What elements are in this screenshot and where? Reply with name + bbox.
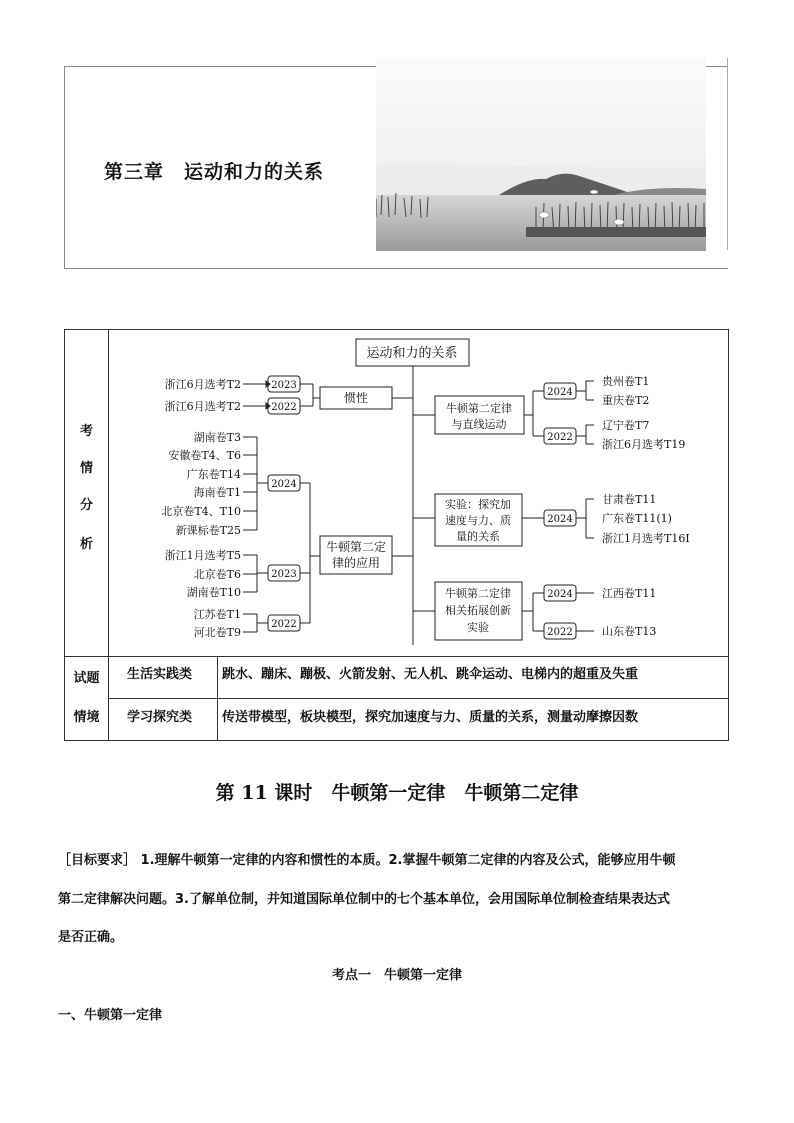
chapter-title: 第三章 运动和力的关系: [104, 161, 325, 183]
year-tag: 2023: [271, 569, 297, 580]
side-label-char: 析: [79, 537, 93, 552]
year-tag: 2024: [547, 387, 573, 398]
objectives-line: ［目标要求］ 1.理解牛顿第一定律的内容和惯性的本质。2.掌握牛顿第二定律的内容及公式，能够应用牛顿: [58, 853, 676, 868]
source-item: 浙江1月选考T5: [164, 549, 241, 562]
year-tag: 2024: [547, 589, 573, 600]
source-item: 北京卷T6: [193, 568, 241, 581]
context-label: 情境: [73, 710, 100, 725]
context-label: 试题: [73, 671, 100, 686]
source-item: 甘肃卷T11: [602, 493, 657, 506]
year-tag: 2022: [547, 627, 573, 638]
source-item: 湖南卷T3: [193, 431, 241, 444]
side-label-char: 情: [79, 461, 93, 476]
context-type: 生活实践类: [127, 667, 193, 682]
lesson-title: 第 11 课时 牛顿第一定律 牛顿第二定律: [215, 782, 579, 804]
source-item: 广东卷T14: [186, 468, 241, 481]
point-title: 考点一 牛顿第一定律: [331, 968, 462, 983]
root-node-label: 运动和力的关系: [366, 346, 458, 361]
context-content: 跳水、蹦床、蹦极、火箭发射、无人机、跳伞运动、电梯内的超重及失重: [222, 667, 639, 682]
topic-node-label: 与直线运动: [451, 418, 507, 431]
topic-node-label: 牛顿第二定律: [445, 587, 511, 600]
source-item: 浙江6月选考T2: [164, 378, 241, 391]
source-item: 江苏卷T1: [193, 608, 241, 621]
topic-node-label: 相关拓展创新: [445, 604, 511, 617]
source-item: 江西卷T11: [602, 587, 657, 600]
topic-node-label: 牛顿第二定律: [446, 402, 512, 415]
source-item: 河北卷T9: [193, 626, 241, 639]
source-item: 广东卷T11(1): [602, 512, 672, 525]
side-label-char: 考: [79, 424, 93, 439]
source-item: 浙江6月选考T2: [164, 400, 241, 413]
topic-node-label: 实验：探究加: [445, 498, 511, 511]
source-item: 重庆卷T2: [602, 394, 650, 407]
source-item: 贵州卷T1: [602, 375, 650, 388]
source-item: 山东卷T13: [602, 625, 657, 638]
topic-node-label: 实验: [467, 621, 489, 634]
source-item: 海南卷T1: [193, 486, 241, 499]
topic-node-label: 量的关系: [456, 530, 500, 543]
context-type: 学习探究类: [127, 710, 193, 725]
topic-node-label: 牛顿第二定: [325, 540, 387, 554]
objectives-line: 是否正确。: [58, 930, 124, 945]
year-tag: 2022: [271, 402, 297, 413]
source-item: 湖南卷T10: [186, 586, 241, 599]
source-item: 新课标卷T25: [175, 524, 241, 537]
topic-node-label: 律的应用: [331, 556, 381, 570]
objectives-line: 第二定律解决问题。3.了解单位制，并知道国际单位制中的七个基本单位，会用国际单位制检查结果表达式: [58, 892, 670, 907]
topic-node-label: 惯性: [343, 391, 369, 405]
context-content: 传送带模型，板块模型，探究加速度与力、质量的关系，测量动摩擦因数: [222, 710, 639, 725]
section-heading: 一、牛顿第一定律: [58, 1008, 163, 1023]
source-item: 浙江1月选考T16Ⅰ: [602, 532, 690, 545]
source-item: 安徽卷T4、T6: [168, 449, 241, 462]
year-tag: 2022: [271, 619, 297, 630]
topic-node-label: 速度与力、质: [445, 514, 511, 527]
source-item: 辽宁卷T7: [602, 419, 650, 432]
source-item: 浙江6月选考T19: [602, 438, 686, 451]
year-tag: 2023: [271, 380, 297, 391]
year-tag: 2022: [547, 432, 573, 443]
source-item: 北京卷T4、T10: [161, 505, 241, 518]
side-label-char: 分: [79, 498, 93, 513]
year-tag: 2024: [271, 479, 297, 490]
year-tag: 2024: [547, 514, 573, 525]
